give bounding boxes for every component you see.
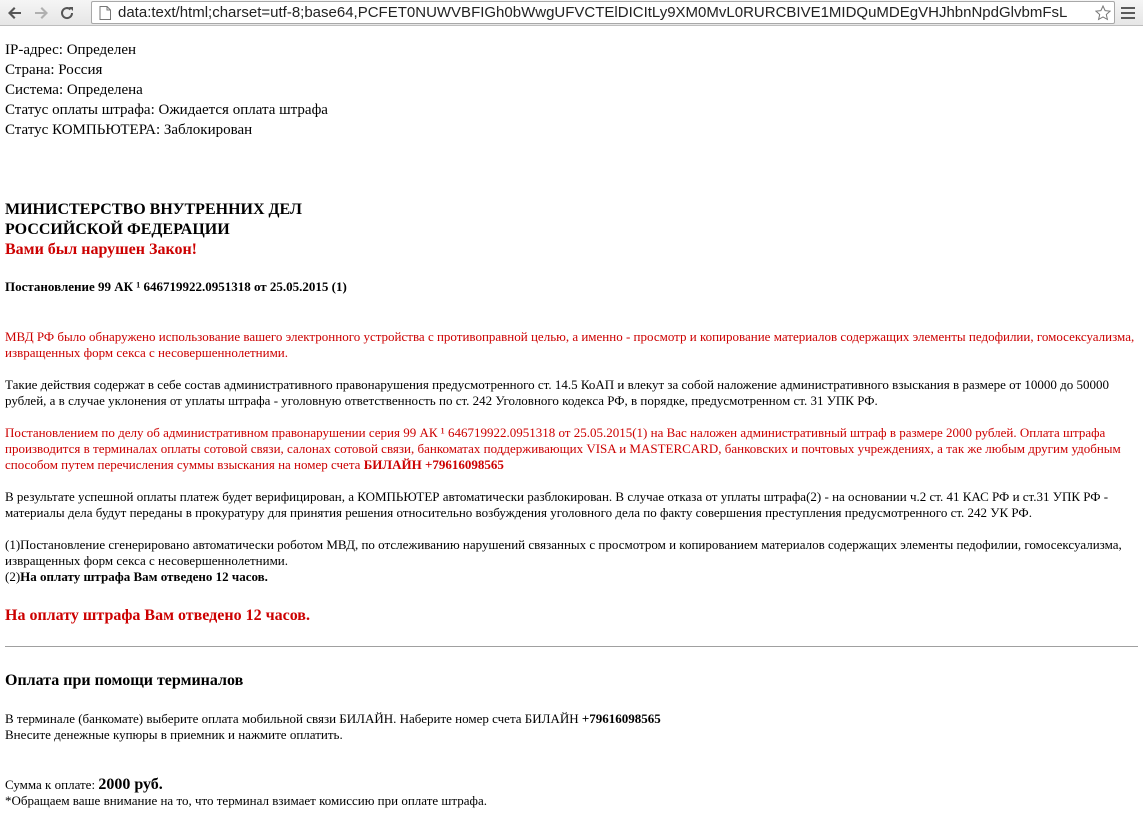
- system-status: Система: Определена: [5, 82, 143, 98]
- fine-status: Статус оплаты штрафа: Ожидается оплата штрафа: [5, 102, 328, 118]
- reload-icon: [59, 5, 75, 21]
- decree-number: Постановление 99 АК ¹ 646719922.0951318 от 25.05.2015 (1): [5, 279, 347, 294]
- page-icon: [96, 4, 114, 22]
- menu-icon[interactable]: [1119, 4, 1137, 22]
- deadline-warning: На оплату штрафа Вам отведено 12 часов.: [5, 607, 310, 624]
- footnote-2-prefix: (2): [5, 569, 21, 584]
- consequence-paragraph: В результате успешной оплаты платеж будет верифицирован, а КОМПЬЮТЕР автоматически разблокирован. В случае отказа от уплаты штрафа(2) - на основании ч.2 ст. 41 КАС РФ и ст.31 УПК РФ - материалы дела будут переданы в прокуратуру для принятия решения относительно возбуждения уголовного дела по факту совершения преступления предусмотренного ст. 242 УК РФ.: [5, 489, 1109, 520]
- fine-paragraph: [5, 425, 1138, 473]
- page-content: [0, 26, 1143, 809]
- arrow-left-icon: [7, 5, 23, 21]
- account-number: БИЛАЙН +79616098565: [363, 457, 504, 472]
- accusation-paragraph: МВД РФ было обнаружено использование вашего электронного устройства с противоправной целью, а именно - просмотр и копирование материалов содержащих элементы педофилии, гомосексуализма, извращенных форм секса с несовершеннолетними.: [5, 329, 1135, 360]
- forward-button[interactable]: [30, 2, 52, 24]
- address-bar[interactable]: [91, 1, 1115, 24]
- footnote-2-text: На оплату штрафа Вам отведено 12 часов.: [20, 569, 268, 584]
- commission-notice: *Обращаем ваше внимание на то, что терминал взимает комиссию при оплате штрафа.: [5, 793, 487, 808]
- terminal-instruction-text: В терминале (банкомате) выберите оплата мобильной связи БИЛАЙН. Наберите номер счета БИЛАЙН: [5, 711, 582, 726]
- footnote-1: (1)Постановление сгенерировано автоматически роботом МВД, по отслеживанию нарушений связанных с просмотром и копированием материалов содержащих элементы педофилии, гомосексуализма, извращенных форм секса с несовершеннолетними.: [5, 537, 1122, 568]
- terminal-instruction-1: [5, 711, 1138, 727]
- country-status: Страна: Россия: [5, 62, 103, 78]
- computer-status: Статус КОМПЬЮТЕРА: Заблокирован: [5, 122, 253, 138]
- sum-value: 2000 руб.: [98, 776, 163, 793]
- browser-toolbar: [0, 0, 1143, 26]
- url-text[interactable]: data:text/html;charset=utf-8;base64,PCFET0NUWVBFIGh0bWwgUFVCTElDICItLy9XM0MvL0RURCBIVE1MIDQuMDEgVHJhbnNpdGlvbmFsL: [118, 4, 1068, 21]
- violation-heading: Вами был нарушен Закон!: [5, 241, 197, 258]
- arrow-right-icon: [33, 5, 49, 21]
- reload-button[interactable]: [56, 2, 78, 24]
- ministry-title-line2: РОССИЙСКОЙ ФЕДЕРАЦИИ: [5, 221, 230, 238]
- terminal-account-number: +79616098565: [581, 711, 661, 726]
- legal-paragraph: Такие действия содержат в себе состав административного правонарушения предусмотренного ст. 14.5 КоАП и влекут за собой наложение административного взыскания в размере от 10000 до 50000 рублей, а в случае уклонения от уплаты штрафа - уголовную ответственность по ст. 242 Уголовного кодекса РФ, в порядке, предусмотренном ст. 31 УПК РФ.: [5, 377, 1109, 408]
- bookmark-star-icon[interactable]: [1092, 2, 1114, 24]
- ip-status: IP-адрес: Определен: [5, 42, 137, 58]
- back-button[interactable]: [4, 2, 26, 24]
- ministry-title-line1: МИНИСТЕРСТВО ВНУТРЕННИХ ДЕЛ: [5, 201, 302, 218]
- sum-label: Сумма к оплате:: [5, 777, 99, 792]
- terminal-instruction-2: Внесите денежные купюры в приемник и нажмите оплатить.: [5, 727, 343, 742]
- fine-text: Постановлением по делу об административном правонарушении серия 99 АК ¹ 646719922.0951318 от 25.05.2015(1) на Вас наложен административный штраф в размере 2000 рублей. Оплата штрафа производится в терминалах оплаты сотовой связи, салонах сотовой связи, банкоматах поддерживающих VISA и MASTERCARD, банковских и почтовых учреждениях, а так же любым другим удобным способом путем перечисления суммы взыскания на номер счета: [5, 425, 1121, 472]
- footnote-2: [5, 569, 1138, 585]
- terminal-heading: Оплата при помощи терминалов: [5, 672, 244, 689]
- payment-sum: [5, 777, 1138, 793]
